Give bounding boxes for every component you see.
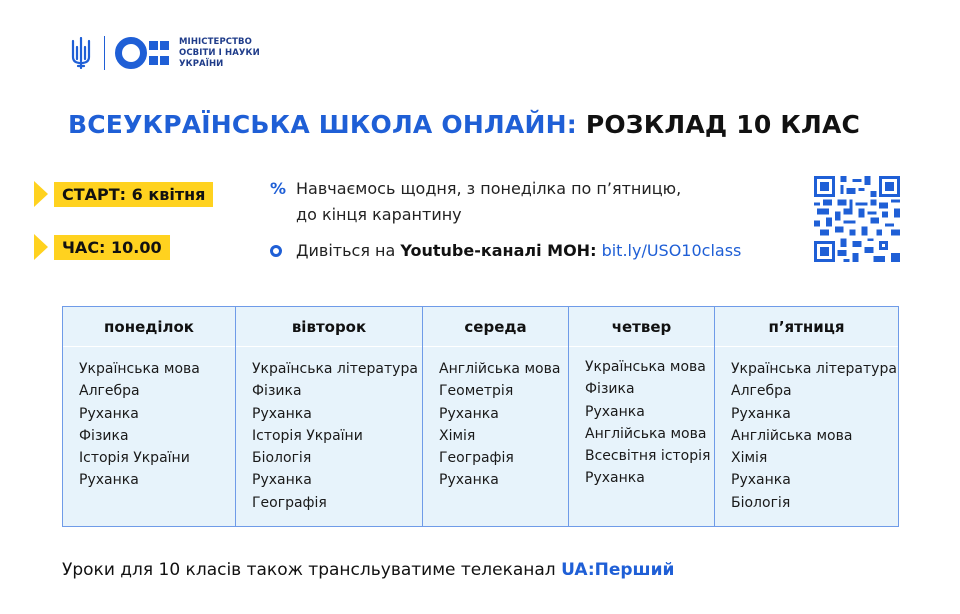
logo-divider [104, 36, 105, 70]
tv-channel-name: UA:Перший [561, 560, 675, 580]
lesson-item: Руханка [731, 472, 791, 489]
ministry-name-line: МІНІСТЕРСТВО [179, 36, 252, 47]
lesson-item: Географія [252, 494, 327, 511]
day-header: середа [423, 307, 568, 347]
lesson-item: Біологія [731, 494, 791, 511]
lesson-item: Українська література [731, 361, 897, 377]
day-column-wednesday [423, 307, 569, 526]
lesson-list [236, 347, 422, 514]
page-title [68, 110, 860, 139]
lesson-item: Руханка [731, 405, 791, 422]
ministry-logo [70, 36, 260, 70]
lesson-item: Англійська мова [731, 427, 853, 444]
schedule-table [62, 306, 899, 527]
day-header: вівторок [236, 307, 422, 347]
percent-icon: % [270, 179, 287, 198]
arrow-icon [34, 234, 48, 260]
ministry-logo-icon [115, 36, 171, 70]
lesson-item: Всесвітня історія [585, 448, 711, 465]
lesson-item: Руханка [252, 405, 312, 422]
day-header: п’ятниця [715, 307, 898, 347]
lesson-item: Руханка [79, 405, 139, 422]
title-school-online: ВСЕУКРАЇНСЬКА ШКОЛА ОНЛАЙН: [68, 110, 577, 139]
study-info-line-1: Навчаємось щодня, з понеділка по п’ятницю, [296, 179, 682, 198]
lesson-list [423, 347, 568, 492]
lesson-item: Англійська мова [585, 425, 707, 442]
day-column-monday [63, 307, 236, 526]
lesson-item: Фізика [79, 427, 129, 444]
study-info-line-2: до кінця карантину [296, 205, 462, 224]
lesson-list [569, 347, 714, 490]
lesson-item: Руханка [439, 405, 499, 422]
start-badge-row [34, 181, 213, 207]
youtube-prefix: Дивіться на [296, 241, 401, 260]
time-badge-row [34, 234, 170, 260]
title-schedule: РОЗКЛАД 10 КЛАС [585, 110, 861, 139]
lesson-item: Руханка [585, 470, 645, 487]
youtube-link[interactable]: bit.ly/USO10class [601, 241, 742, 260]
study-info [270, 176, 681, 228]
trident-icon [70, 37, 92, 69]
lesson-item: Українська література [252, 361, 418, 377]
lesson-item: Руханка [79, 472, 139, 489]
lesson-item: Руханка [439, 472, 499, 489]
lesson-item: Руханка [252, 472, 312, 489]
lesson-item: Алгебра [79, 383, 140, 400]
youtube-info [270, 238, 741, 264]
lesson-item: Хімія [731, 450, 768, 467]
lesson-item: Фізика [252, 383, 302, 400]
lesson-item: Географія [439, 450, 514, 467]
lesson-item: Українська мова [585, 359, 706, 375]
arrow-icon [34, 181, 48, 207]
day-header: четвер [569, 307, 714, 347]
lesson-item: Історія України [252, 427, 363, 444]
lesson-item: Алгебра [731, 383, 792, 400]
ministry-name-line: ОСВІТИ І НАУКИ [179, 47, 260, 58]
day-column-friday [715, 307, 898, 526]
time-badge: ЧАС: 10.00 [54, 235, 170, 260]
lesson-list [63, 347, 235, 492]
lesson-item: Геометрія [439, 383, 514, 400]
qr-code-icon [814, 176, 900, 262]
lesson-item: Англійська мова [439, 361, 561, 377]
day-column-thursday [569, 307, 715, 526]
lesson-item: Українська мова [79, 361, 200, 377]
lesson-list [715, 347, 898, 514]
lesson-item: Історія України [79, 450, 190, 467]
day-header: понеділок [63, 307, 235, 347]
footer-note [62, 560, 674, 580]
lesson-item: Хімія [439, 427, 476, 444]
lesson-item: Біологія [252, 450, 312, 467]
youtube-channel-label: Youtube-каналі МОН: [400, 241, 597, 260]
lesson-item: Руханка [585, 403, 645, 420]
lesson-item: Фізика [585, 381, 635, 398]
day-column-tuesday [236, 307, 423, 526]
footer-text: Уроки для 10 класів також трансльуватиме телеканал [62, 560, 562, 580]
start-date-badge: СТАРТ: 6 квітня [54, 182, 213, 207]
ring-bullet-icon [270, 238, 286, 265]
ministry-name-line: УКРАЇНИ [179, 58, 224, 69]
ministry-name [179, 37, 260, 70]
